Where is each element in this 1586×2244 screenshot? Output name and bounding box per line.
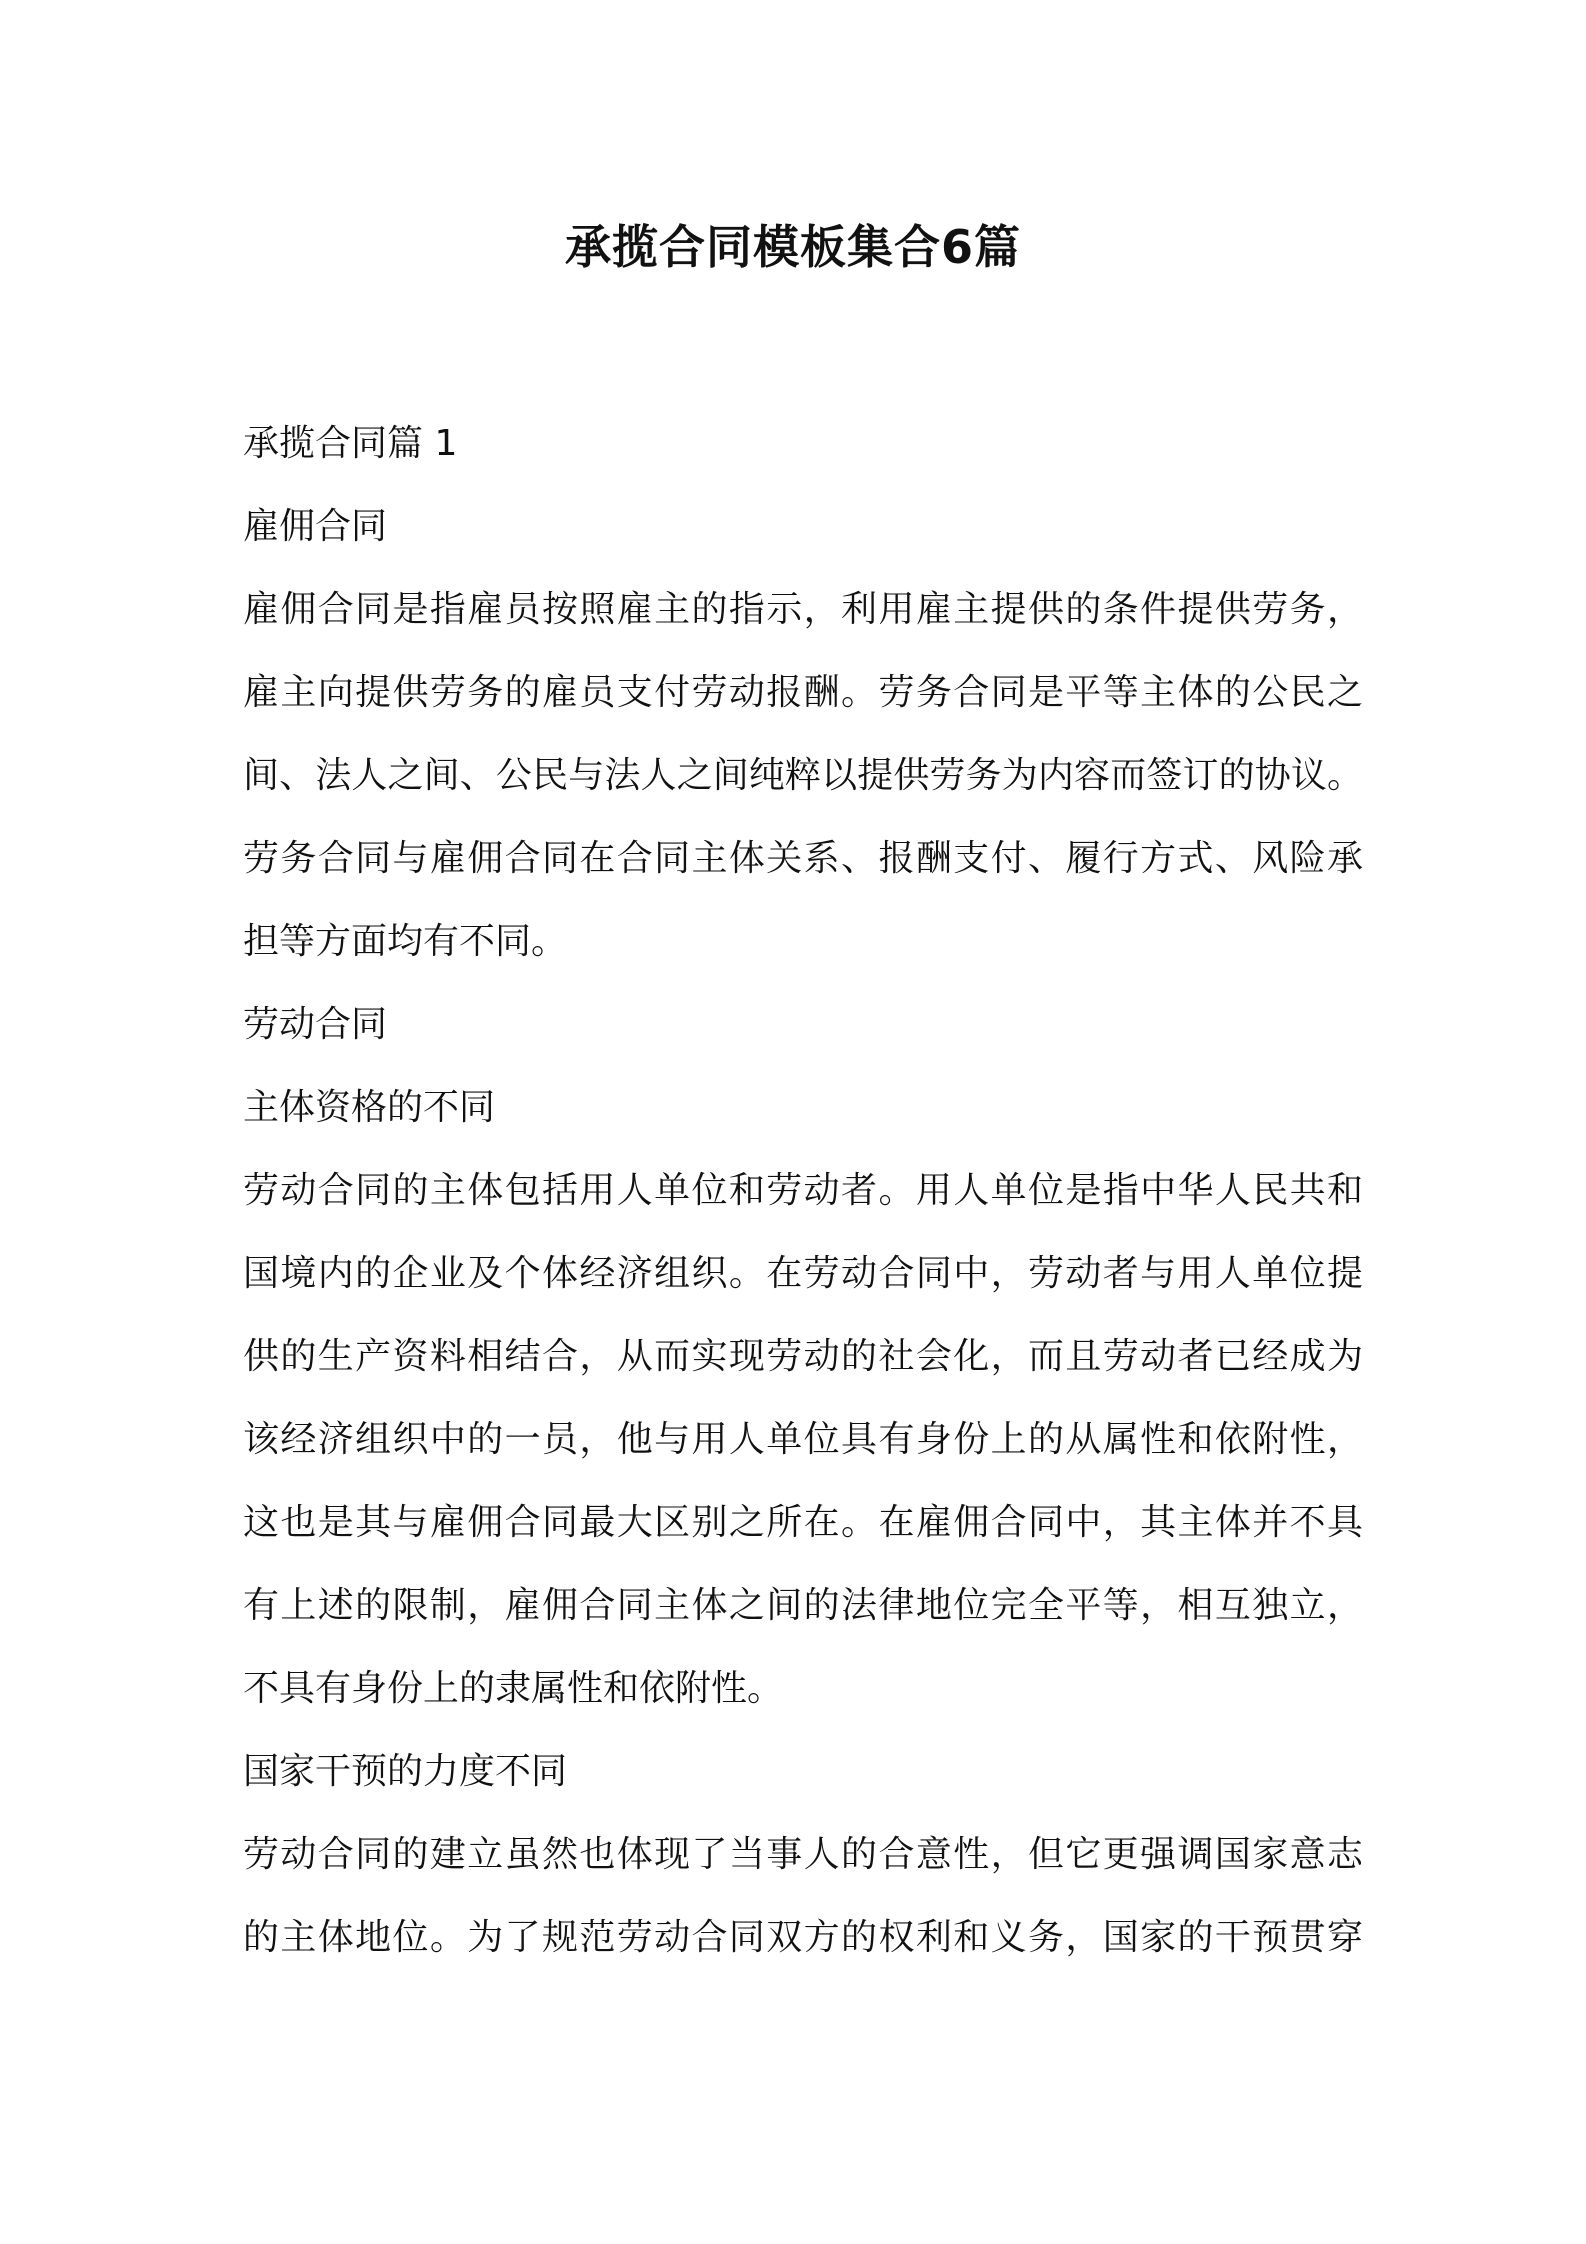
- text-line: 间、法人之间、公民与法人之间纯粹以提供劳务为内容而签订的协议。: [243, 755, 1363, 796]
- text-line: 劳动合同的主体包括用人单位和劳动者。用人单位是指中华人民共和: [243, 1170, 1363, 1211]
- text-line: 不具有身份上的隶属性和依附性。: [243, 1668, 784, 1709]
- text-line: 担等方面均有不同。: [243, 921, 568, 962]
- text-line: 雇佣合同: [243, 506, 388, 547]
- document-body: [243, 402, 1363, 1979]
- text-line: 雇主向提供劳务的雇员支付劳动报酬。劳务合同是平等主体的公民之: [243, 672, 1363, 713]
- text-line: 雇佣合同是指雇员按照雇主的指示，利用雇主提供的条件提供劳务，: [243, 589, 1363, 630]
- text-line: 劳务合同与雇佣合同在合同主体关系、报酬支付、履行方式、风险承: [243, 838, 1363, 879]
- text-line: 该经济组织中的一员，他与用人单位具有身份上的从属性和依附性，: [243, 1419, 1363, 1460]
- text-line: 供的生产资料相结合，从而实现劳动的社会化，而且劳动者已经成为: [243, 1336, 1363, 1377]
- text-line: 这也是其与雇佣合同最大区别之所在。在雇佣合同中，其主体并不具: [243, 1502, 1363, 1543]
- text-line: 国家干预的力度不同: [243, 1751, 568, 1792]
- text-line: 国境内的企业及个体经济组织。在劳动合同中，劳动者与用人单位提: [243, 1253, 1363, 1294]
- text-line: 有上述的限制，雇佣合同主体之间的法律地位完全平等，相互独立，: [243, 1585, 1363, 1626]
- text-line: 承揽合同篇 1: [243, 423, 458, 464]
- document-title: 承揽合同模板集合6篇: [564, 220, 1021, 274]
- text-line: 主体资格的不同: [243, 1087, 496, 1128]
- text-line: 劳动合同: [243, 1004, 388, 1045]
- text-line: 劳动合同的建立虽然也体现了当事人的合意性，但它更强调国家意志: [243, 1834, 1363, 1875]
- text-line: 的主体地位。为了规范劳动合同双方的权利和义务，国家的干预贯穿: [243, 1917, 1363, 1958]
